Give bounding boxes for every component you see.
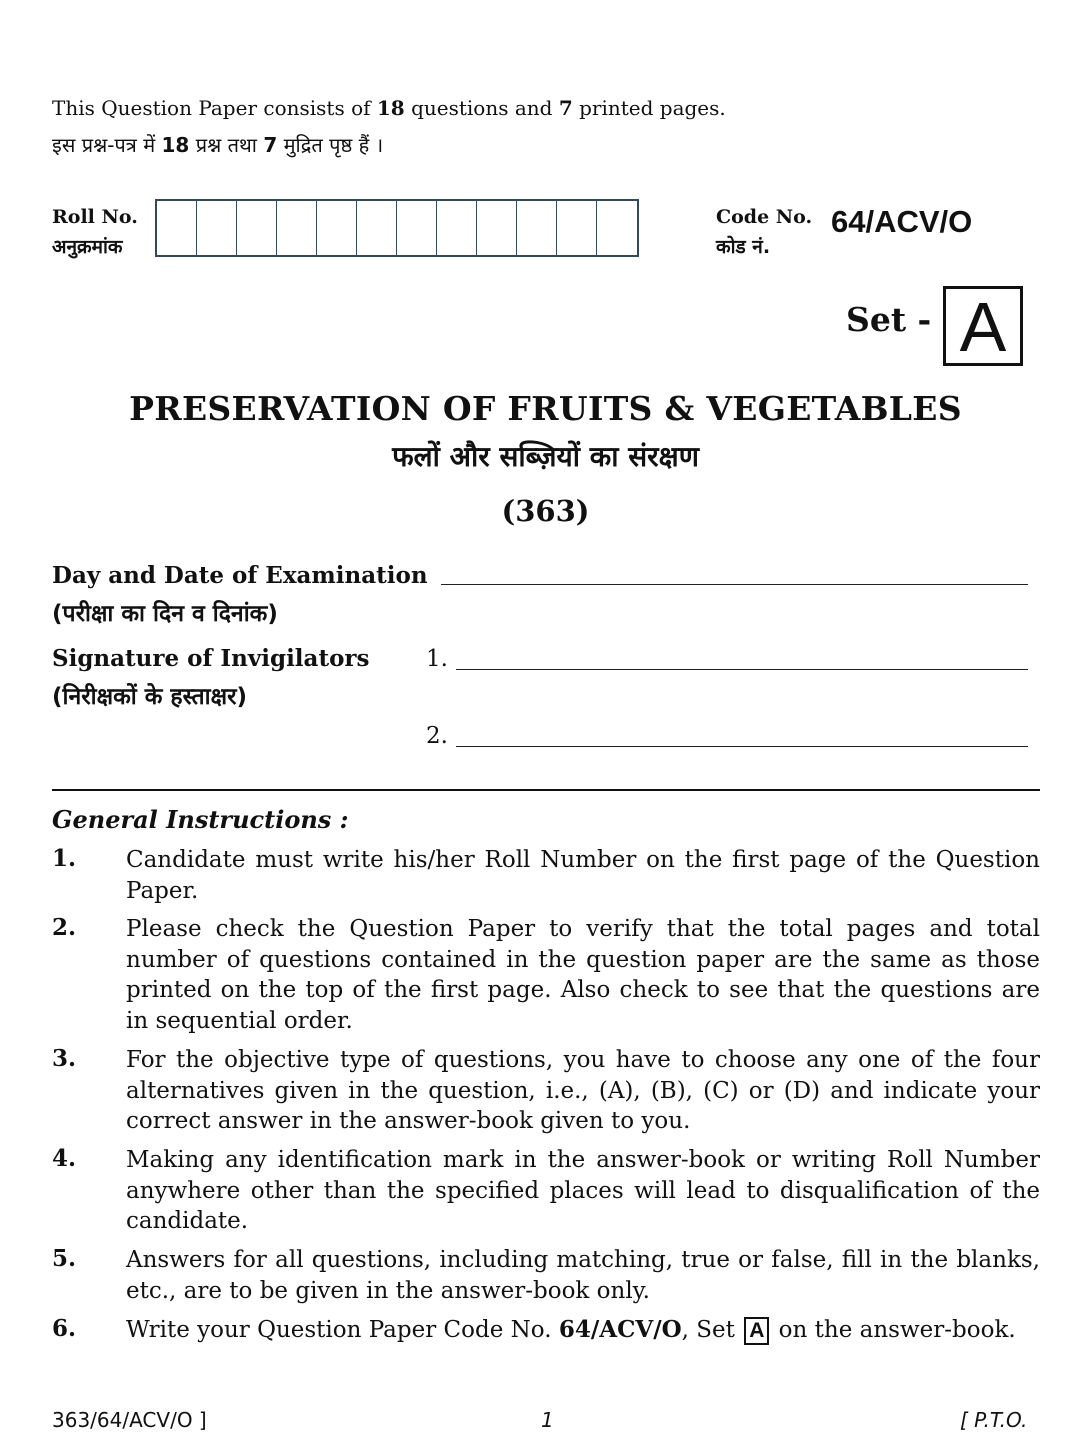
question-count: 18 [376, 96, 405, 120]
exam-date-label: Day and Date of Examination [52, 562, 428, 589]
paper-info-english [52, 96, 726, 120]
invigilator-signature-label-hindi: (निरीक्षकों के हस्ताक्षर) [52, 684, 248, 710]
code-label-hi: कोड नं. [716, 236, 771, 258]
info-text: इस प्रश्न-पत्र में [52, 133, 162, 157]
instruction-text: Answers for all questions, including matching, true or false, fill in the blanks, etc., are to be given in the answer-book only. [126, 1247, 1040, 1304]
instruction-number: 6. [52, 1315, 77, 1342]
instruction-number: 2. [52, 914, 77, 941]
info-text: प्रश्न तथा [189, 133, 264, 157]
signature-field-1[interactable] [456, 643, 1028, 670]
instruction-text-part: on the answer-book. [771, 1317, 1016, 1343]
info-text: printed pages. [572, 96, 726, 120]
signature-number-2: 2. [426, 723, 448, 749]
roll-label-en: Roll No. [52, 206, 138, 228]
instruction-text-part: Write your Question Paper Code No. [126, 1317, 559, 1343]
roll-number-digit-box[interactable] [597, 201, 637, 255]
footer-pto: [ P.T.O. [960, 1408, 1028, 1432]
instruction-text: For the objective type of questions, you have to choose any one of the four alternatives given in the question, i.e., (A), (B), (C) or (D) and indicate your correct answer in the answer-book given to you. [126, 1047, 1040, 1134]
instruction-text [126, 1315, 1040, 1346]
footer-paper-code: 363/64/ACV/O ] [52, 1408, 207, 1432]
section-divider [52, 789, 1040, 791]
exam-date-label-hindi: (परीक्षा का दिन व दिनांक) [52, 601, 278, 627]
code-number-value: 64/ACV/O [831, 204, 973, 239]
info-text: questions and [404, 96, 559, 120]
set-box: A [943, 286, 1023, 366]
code-number-label [716, 202, 812, 262]
instruction-number: 5. [52, 1245, 77, 1272]
roll-number-digit-box[interactable] [237, 201, 277, 255]
subject-title-hindi: फलों और सब्ज़ियों का संरक्षण [392, 440, 699, 473]
roll-number-digit-box[interactable] [557, 201, 597, 255]
instruction-text: Candidate must write his/her Roll Number on the first page of the Question Paper. [126, 847, 1040, 904]
roll-number-digit-box[interactable] [357, 201, 397, 255]
page-count: 7 [558, 96, 573, 120]
roll-number-digit-box[interactable] [437, 201, 477, 255]
instructions-heading: General Instructions : [52, 805, 349, 834]
roll-number-digit-box[interactable] [317, 201, 357, 255]
signature-field-2[interactable] [456, 720, 1028, 747]
instruction-number: 1. [52, 845, 77, 872]
roll-number-digit-box[interactable] [477, 201, 517, 255]
exam-date-field[interactable] [441, 558, 1028, 585]
question-count: 18 [161, 133, 190, 157]
roll-number-digit-box[interactable] [197, 201, 237, 255]
roll-number-digit-box[interactable] [517, 201, 557, 255]
roll-number-boxes[interactable] [155, 199, 639, 257]
info-text: This Question Paper consists of [52, 96, 377, 120]
page-count: 7 [263, 133, 278, 157]
instruction-text: Making any identification mark in the answer-book or writing Roll Number anywhere other than the specified places will lead to disqualification of the candidate. [126, 1147, 1040, 1234]
instruction-set-box: A [744, 1317, 769, 1345]
footer-page-number: 1 [541, 1408, 554, 1432]
instruction-code: 64/ACV/O [558, 1316, 682, 1343]
instruction-text: Please check the Question Paper to verify that the total pages and total number of questions contained in the question paper are the same as those printed on the top of the first page. Also check to see that the questions are in sequential order. [126, 916, 1040, 1034]
subject-title-english: PRESERVATION OF FRUITS & VEGETABLES [129, 389, 962, 428]
instruction-number: 3. [52, 1045, 77, 1072]
roll-label-hi: अनुक्रमांक [52, 236, 123, 258]
signature-number-1: 1. [426, 646, 448, 672]
instruction-text-part: , Set [681, 1317, 743, 1343]
paper-info-hindi [52, 131, 383, 158]
roll-number-digit-box[interactable] [157, 201, 197, 255]
roll-number-label [52, 202, 138, 262]
invigilator-signature-label: Signature of Invigilators [52, 645, 370, 672]
subject-code: (363) [501, 494, 590, 528]
roll-number-digit-box[interactable] [397, 201, 437, 255]
instruction-number: 4. [52, 1145, 77, 1172]
info-text: मुद्रित पृष्ठ हैं । [277, 133, 384, 157]
roll-number-digit-box[interactable] [277, 201, 317, 255]
set-label: Set - [846, 300, 932, 339]
code-label-en: Code No. [716, 206, 813, 228]
